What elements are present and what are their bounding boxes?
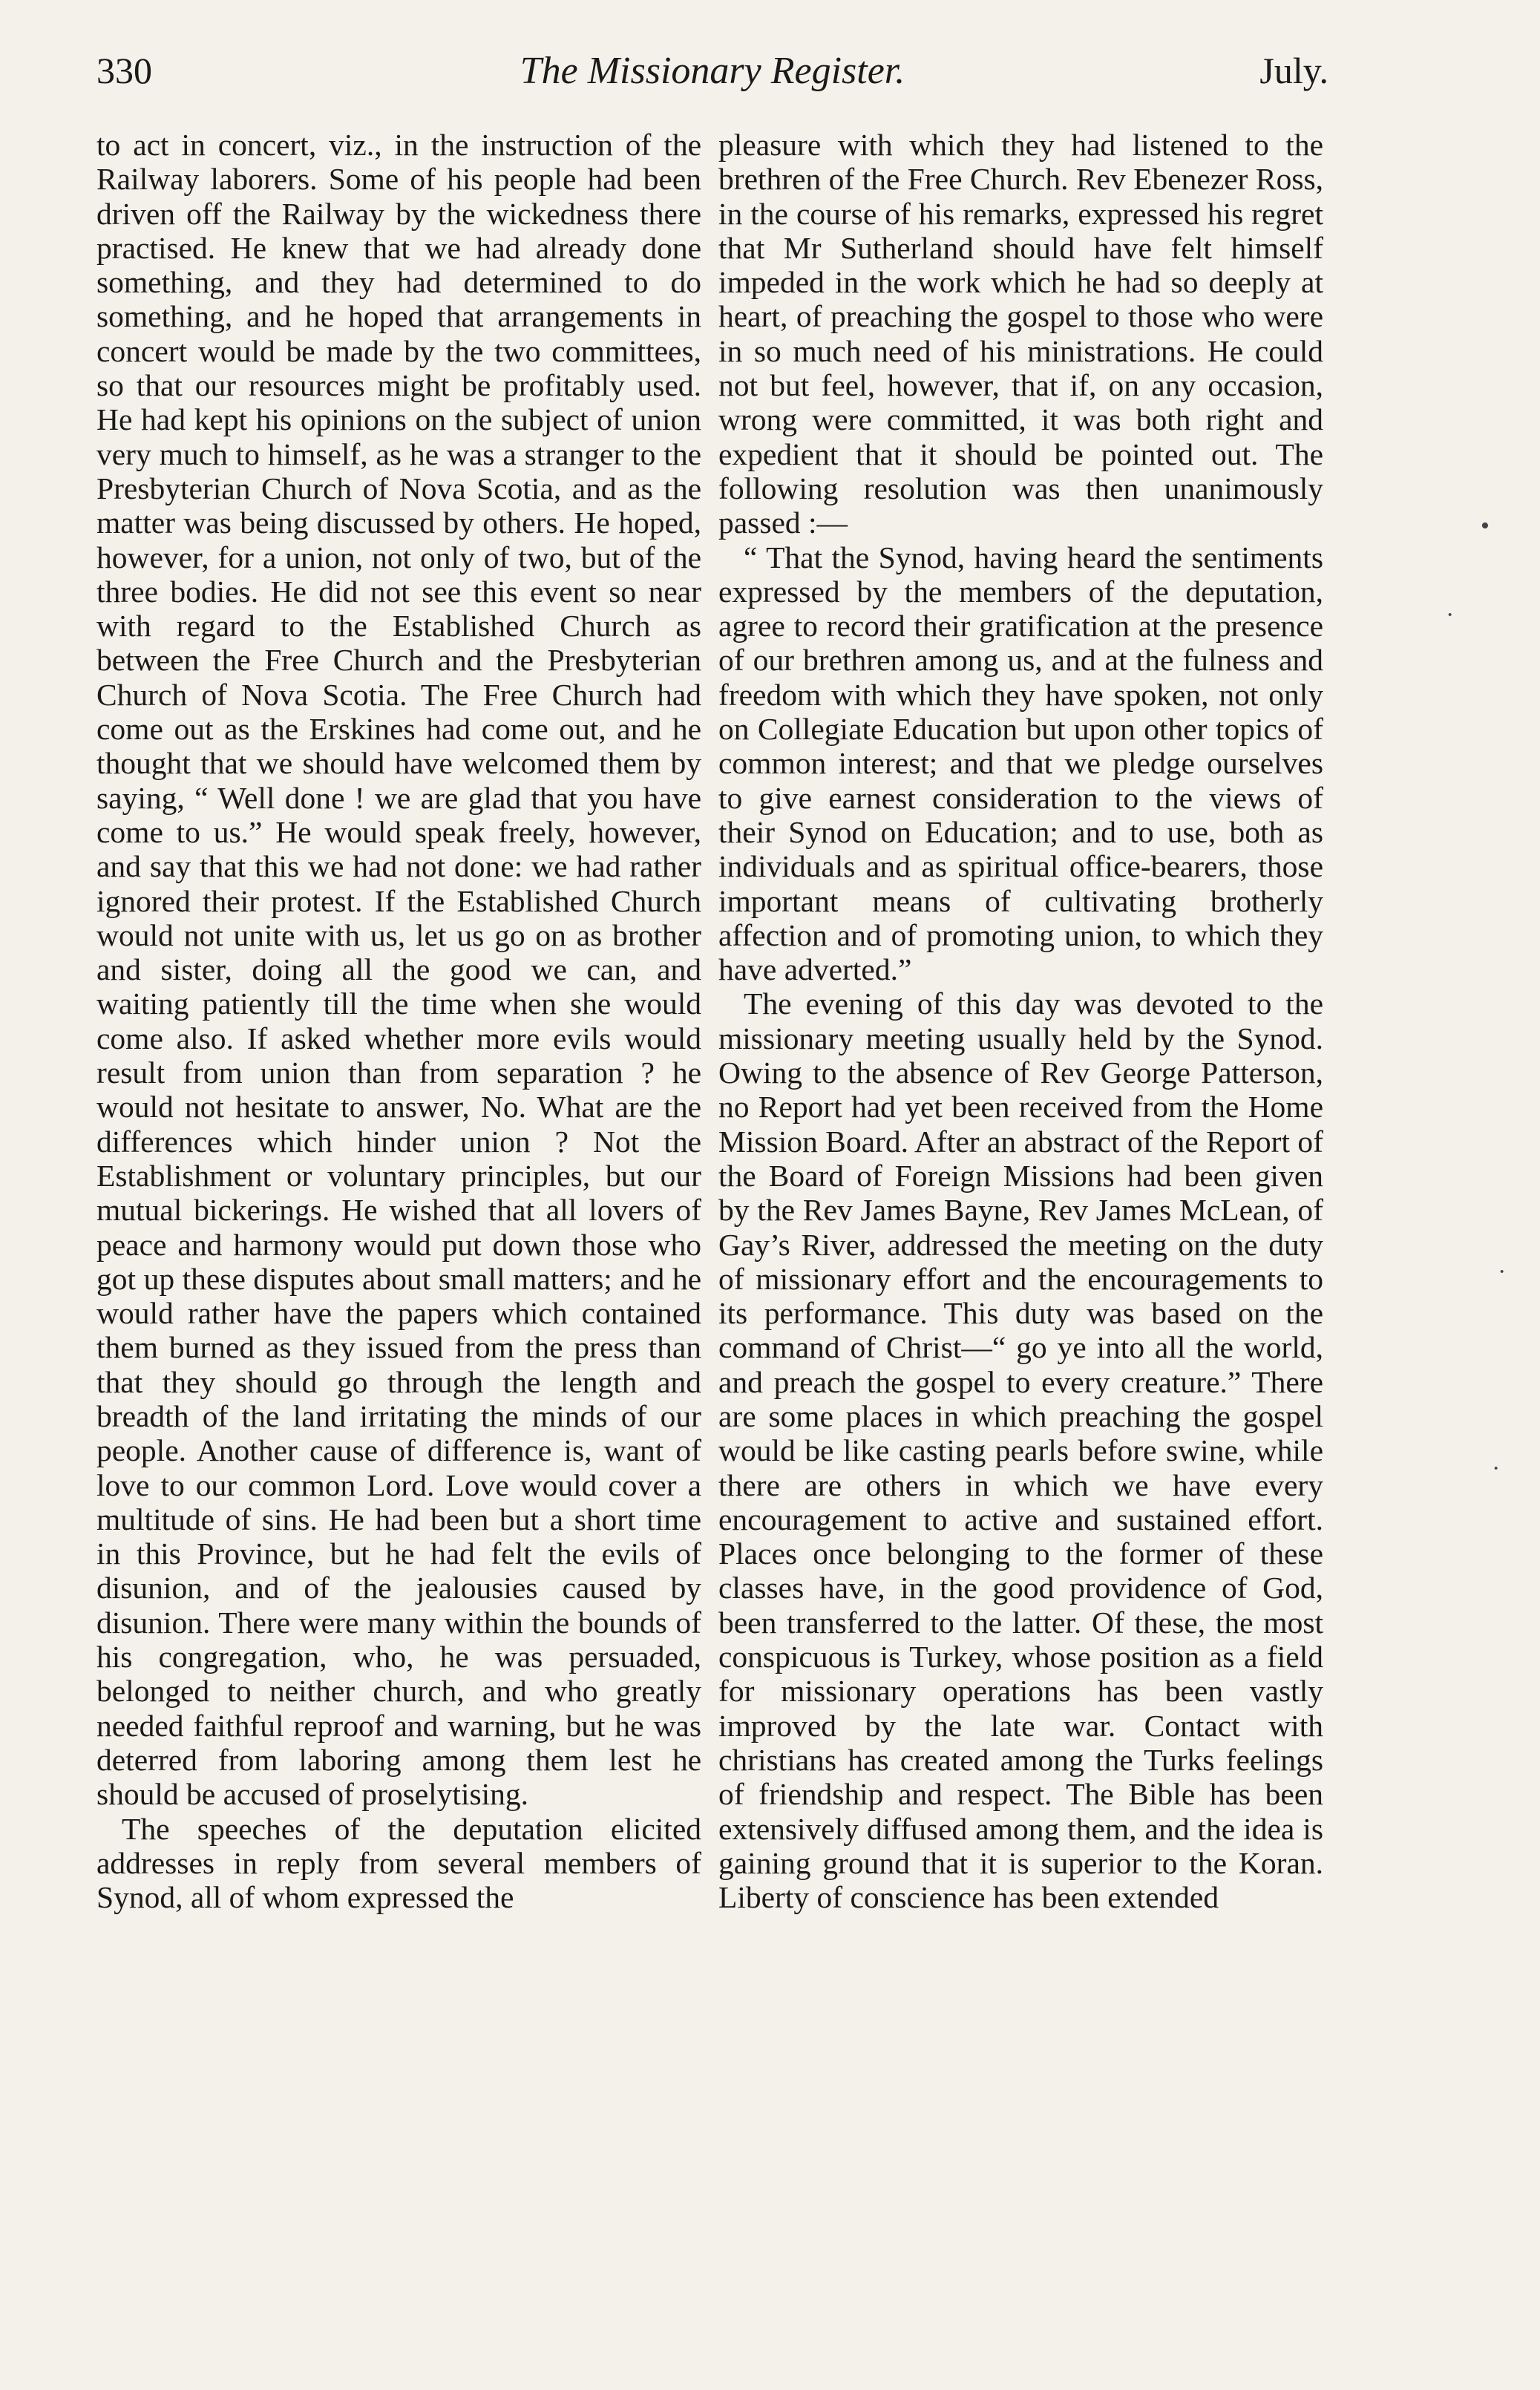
resolution-quote: “ That the Synod, having heard the sentiments expressed by the members of the deputation, agree to record their gratification at the presence of our brethren among us, and at the fulness and freedom with which they have spoken, not only on Collegiate Education but upon other topics of common interest; and that we pledge ourselves to give earnest consideration to the views of their Synod on Education; and to use, both as individuals and as spiritual office-bearers, those important means of cultivating brotherly affection and of promoting union, to which they have adverted.” bbox=[718, 540, 1323, 987]
margin-speck-mark: · bbox=[1498, 1258, 1507, 1286]
left-paragraph-2: The speeches of the deputation elicited addresses in reply from several members of Synod, all of whom expressed the bbox=[96, 1811, 701, 1915]
page-number: 330 bbox=[96, 50, 152, 91]
right-paragraph-1: pleasure with which they had listened to the brethren of the Free Church. Rev Ebenezer Ross, in the course of his remarks, expressed his regret that Mr Sutherland should have felt himself impeded in the work which he had so deeply at heart, of preaching the gospel to those who were in so much need of his ministrations. He could not but feel, however, that if, on any occasion, wrong were committed, it was both right and expedient that it should be pointed out. The following resolution was then unanimously passed :— bbox=[718, 128, 1323, 540]
right-column bbox=[718, 128, 1323, 2347]
margin-speck-mark: · bbox=[1492, 1455, 1501, 1482]
margin-speck-mark: • bbox=[1481, 512, 1490, 540]
left-paragraph-1: to act in concert, viz., in the instruction of the Railway laborers. Some of his people had been driven off the Railway by the wickedness there practised. He knew that we had already done something, and they had determined to do something, and he hoped that arrangements in concert would be made by the two committees, so that our resources might be profitably used. He had kept his opinions on the subject of union very much to himself, as he was a stranger to the Presbyterian Church of Nova Scotia, and as the matter was being discussed by others. He hoped, however, for a union, not only of two, but of the three bodies. He did not see this event so near with regard to the Established Church as between the Free Church and the Presbyterian Church of Nova Scotia. The Free Church had come out as the Erskines had come out, and he thought that we should have welcomed them by saying, “ Well done ! we are glad that you have come to us.” He would speak freely, however, and say that this we had not done: we had rather ignored their protest. If the Established Church would not unite with us, let us go on as brother and sister, doing all the good we can, and waiting patiently till the time when she would come also. If asked whether more evils would result from union than from separation ? he would not hesitate to answer, No. What are the differences which hinder union ? Not the Establishment or voluntary principles, but our mutual bickerings. He wished that all lovers of peace and harmony would put down those who got up these disputes about small matters; and he would rather have the papers which contained them burned as they issued from the press than that they should go through the length and breadth of the land irritating the minds of our people. Another cause of difference is, want of love to our common Lord. Love would cover a multitude of sins. He had been but a short time in this Province, but he had felt the evils of disunion, and of the jealousies caused by disunion. There were many within the bounds of his congregation, who, he was persuaded, belonged to neither church, and who greatly needed faithful reproof and warning, but he was deterred from laboring among them lest he should be accused of proselytising. bbox=[96, 128, 701, 1812]
margin-speck-mark: · bbox=[1446, 601, 1455, 629]
journal-title: The Missionary Register. bbox=[520, 50, 905, 92]
right-paragraph-3: The evening of this day was devoted to the missionary meeting usually held by the Synod. Owing to the absence of Rev George Patterson, no Report had yet been received from the Home Mission Board. After an abstract of the Report of the Board of Foreign Missions had been given by the Rev James Bayne, Rev James McLean, of Gay’s River, addressed the meeting on the duty of missionary effort and the encouragements to its performance. This duty was based on the command of Christ—“ go ye into all the world, and preach the gospel to every creature.” There are some places in which preaching the gospel would be like casting pearls before swine, while there are others in which we have every encouragement to active and sustained effort. Places once belonging to the former of these classes have, in the good providence of God, been transferred to the latter. Of these, the most conspicuous is Turkey, whose position as a field for missionary operations has been vastly improved by the late war. Contact with christians has created among the Turks feelings of friendship and respect. The Bible has been extensively diffused among them, and the idea is gaining ground that it is superior to the Koran. Liberty of conscience has been extended bbox=[718, 986, 1323, 1915]
running-head bbox=[96, 49, 1328, 107]
left-column bbox=[96, 128, 701, 2347]
running-month: July. bbox=[1259, 50, 1328, 91]
